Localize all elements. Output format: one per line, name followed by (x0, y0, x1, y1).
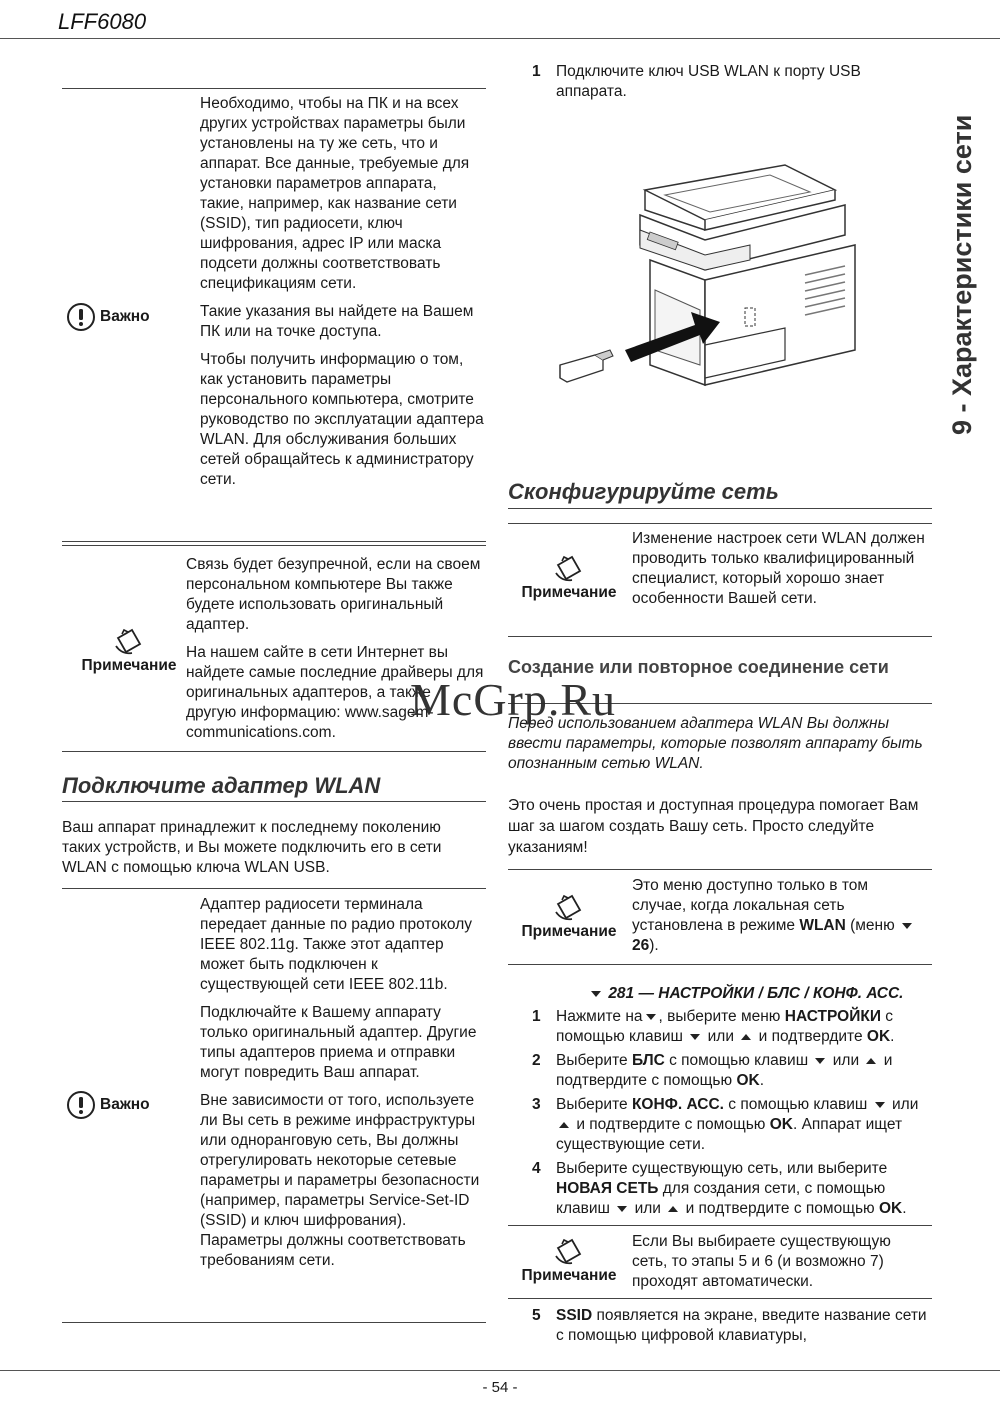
important-paragraph: Адаптер радиосети терминала передает данные по радио протоколу IEEE 802.11g. Также этот адаптер может быть подключен к существующей сети IEEE 802.11b. (200, 896, 472, 993)
note-text-part: ). (649, 937, 659, 954)
double-divider (62, 541, 486, 546)
step-number: 1 (532, 1008, 541, 1025)
step-text (556, 1095, 932, 1155)
note-label (510, 553, 628, 603)
step-text-part: или (707, 1028, 734, 1045)
down-arrow-icon (617, 1206, 627, 1212)
section-rule (508, 508, 932, 509)
step-text-part: или (892, 1096, 919, 1113)
document-header-title: LFF6080 (58, 9, 147, 34)
important-label (66, 1090, 150, 1120)
notepad-icon (552, 892, 586, 922)
step-2-menu (532, 1051, 932, 1091)
down-arrow-icon (815, 1058, 825, 1064)
step-text-bold: НАСТРОЙКИ (784, 1008, 881, 1025)
note-text: Изменение настроек сети WLAN должен проводить только квалифицированный специалист, который хорошо знает особенности Вашей сети. (632, 530, 925, 607)
step-text-part: и подтвердите с помощью (556, 1052, 893, 1089)
down-arrow-icon (902, 923, 912, 929)
step-1 (532, 62, 912, 102)
notepad-icon (552, 1236, 586, 1266)
down-arrow-icon (646, 1014, 656, 1020)
notepad-icon (112, 626, 146, 656)
section-title-connect-adapter: Подключите адаптер WLAN (62, 773, 381, 798)
up-arrow-icon (559, 1122, 569, 1128)
step-text-bold: OK (866, 1028, 891, 1045)
divider (508, 636, 932, 637)
step-text-bold: НОВАЯ СЕТЬ (556, 1180, 659, 1197)
note-box-2 (508, 527, 932, 637)
warning-hand-icon (66, 302, 96, 332)
note-label-text: Примечание (521, 923, 617, 940)
divider (62, 888, 486, 889)
step-text-part: или (832, 1052, 860, 1069)
step-text (556, 1306, 932, 1346)
printer-usb-illustration (555, 160, 865, 390)
note-label-text: Примечание (521, 584, 617, 601)
divider (508, 523, 932, 524)
note-paragraph: Связь будет безупречной, если на своем персональном компьютере Вы также будете использовать оригинальный адаптер. (186, 556, 481, 633)
up-arrow-icon (741, 1034, 751, 1040)
step-text-part: и подтвердите (758, 1028, 867, 1045)
step-4-menu (532, 1159, 932, 1219)
step-text-part: Выберите (556, 1052, 632, 1069)
divider (508, 869, 932, 870)
warning-hand-icon (66, 1090, 96, 1120)
step-text (556, 1007, 932, 1047)
step-number: 4 (532, 1160, 541, 1177)
step-text-part: . (759, 1072, 764, 1089)
step-5 (532, 1306, 932, 1346)
step-text-bold: OK (769, 1116, 793, 1133)
note-label-text: Примечание (521, 1267, 617, 1284)
note-label-text: Примечание (81, 657, 177, 674)
up-arrow-icon (668, 1206, 678, 1212)
intro-paragraph: Ваш аппарат принадлежит к последнему поколению таких устройств, и Вы можете подключить его в сети WLAN с помощью ключа WLAN USB. (62, 819, 442, 876)
note-text-bold: WLAN (799, 917, 846, 934)
step-number: 2 (532, 1052, 541, 1069)
important-text (200, 895, 484, 1279)
note-text-part: (меню (845, 917, 900, 934)
menu-path-text: 281 — НАСТРОЙКИ / БЛС / КОНФ. АСС. (608, 985, 904, 1002)
step-text-part: Выберите существующую сеть, или выберите (556, 1160, 888, 1177)
divider (508, 1225, 932, 1226)
step-text-bold: БЛС (631, 1052, 665, 1069)
divider (508, 964, 932, 965)
step-text-part: Выберите (556, 1096, 632, 1113)
step-1-menu (532, 1007, 932, 1047)
step-text: Подключите ключ USB WLAN к порту USB аппарата. (556, 63, 861, 100)
divider (508, 1298, 932, 1299)
section-title-configure-network: Сконфигурируйте сеть (508, 479, 779, 504)
step-text-part: или (634, 1200, 661, 1217)
up-arrow-icon (866, 1058, 876, 1064)
step-text (556, 1051, 932, 1091)
step-text-part: . Аппарат ищет существующие сети. (556, 1116, 903, 1153)
intro-italic-paragraph: Перед использованием адаптера WLAN Вы должны ввести параметры, которые позволят аппарату быть опознанным сетью WLAN. (508, 715, 923, 772)
step-text-part: с помощью клавиш (556, 1008, 894, 1045)
down-arrow-icon (591, 991, 601, 997)
note-paragraph: На нашем сайте в сети Интернет вы найдете самые последние драйверы для оригинальных адаптеров, а также другую информацию: www.sagem-communications.com. (186, 644, 484, 741)
note-text-part: Это меню доступно только в том случае, когда локальная сеть установлена в режиме (632, 877, 869, 934)
note-text (632, 876, 922, 956)
down-arrow-icon (690, 1034, 700, 1040)
page-number: - 54 - (482, 1379, 518, 1396)
step-text-part: и подтвердите с помощью (576, 1116, 770, 1133)
important-paragraph: Вне зависимости от того, используете ли Вы сеть в режиме инфраструктуры или одноранговую сеть, Вы должны отрегулировать некоторые сетевые параметры и параметры безопасности (например, параметры Service-Set-ID (SSID) и ключ шифрования). Параметры должны соответствовать требованиям сети. (200, 1092, 480, 1269)
divider (62, 1322, 486, 1323)
step-text-part: и подтвердите с помощью (685, 1200, 879, 1217)
section-rule (62, 801, 486, 802)
step-text-part: , выберите меню (658, 1008, 785, 1025)
watermark: McGrp.Ru (410, 674, 617, 725)
note-text: Если Вы выбираете существующую сеть, то этапы 5 и 6 (и возможно 7) проходят автоматически. (632, 1233, 891, 1290)
important-box-1 (62, 92, 486, 542)
note-label (68, 626, 190, 676)
step-text-bold: OK (878, 1200, 903, 1217)
notepad-icon (552, 553, 586, 583)
important-label (66, 302, 150, 332)
step-text-part: появляется на экране, введите название сети с помощью цифровой клавиатуры, (556, 1307, 927, 1344)
footer-rule (0, 1370, 1000, 1371)
important-paragraph: Такие указания вы найдете на Вашем ПК или на точке доступа. (200, 303, 474, 340)
step-number: 5 (532, 1307, 541, 1324)
important-paragraph: Необходимо, чтобы на ПК и на всех других устройствах параметры были установлены на ту же сеть, что и аппарат. Все данные, требуемые для установки параметров аппарата, такие, например, как название сети (SSID), тип радиосети, ключ шифрования, адрес IP или маска подсети должны соответствовать спецификациям сети. (200, 95, 470, 292)
step-text-part: . (890, 1028, 895, 1045)
note-box-4 (508, 1230, 932, 1300)
step-text-part: Нажмите на (556, 1008, 643, 1025)
important-paragraph: Подключайте к Вашему аппарату только оригинальный адаптер. Другие типы адаптеров приема и отправки могут повредить Ваш аппарат. (200, 1004, 477, 1081)
step-text-part: для создания сети, с помощью клавиш (556, 1180, 886, 1217)
step-text (556, 1159, 932, 1219)
chapter-side-title: 9 - Характеристики сети (947, 114, 977, 435)
subsection-title: Создание или повторное соединение сети (508, 657, 889, 677)
divider (62, 751, 486, 752)
menu-path (588, 984, 938, 1004)
important-box-2 (62, 893, 486, 1323)
header-rule (0, 38, 1000, 39)
important-label-text: Важно (100, 1096, 150, 1113)
step-text-bold: КОНФ. АСС. (631, 1096, 724, 1113)
step-text-part: с помощью клавиш (664, 1052, 809, 1069)
important-label-text: Важно (100, 308, 150, 325)
step-text-bold: SSID (556, 1307, 593, 1324)
step-text-part: . (902, 1200, 907, 1217)
note-box-3 (508, 874, 932, 964)
important-paragraph: Чтобы получить информацию о том, как установить параметры персонального компьютера, смотрите руководство по эксплуатации адаптера WLAN. Для обслуживания больших сетей обращайтесь к администратору сети. (200, 351, 484, 488)
note-label (510, 1236, 628, 1286)
procedure-paragraph: Это очень простая и доступная процедура помогает Вам шаг за шагом создать Вашу сеть. Просто следуйте указаниям! (508, 797, 919, 856)
step-text-part: с помощью клавиш (724, 1096, 868, 1113)
important-text (200, 94, 484, 498)
divider (62, 88, 486, 89)
step-3-menu (532, 1095, 932, 1155)
step-number: 1 (532, 63, 541, 80)
step-text-bold: OK (736, 1072, 760, 1089)
note-label (510, 892, 628, 942)
step-number: 3 (532, 1096, 541, 1113)
down-arrow-icon (875, 1102, 885, 1108)
note-text-bold: 26 (632, 937, 650, 954)
